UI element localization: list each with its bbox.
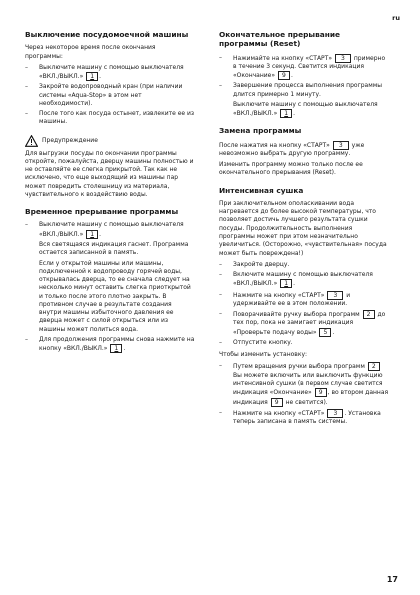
left-column xyxy=(25,30,195,357)
interrupt-title: Временное прерывание программы xyxy=(25,207,179,217)
list-item: – Закройте дверцу. xyxy=(219,261,389,269)
shutdown-section xyxy=(25,30,195,127)
key-badge: 3 xyxy=(333,141,349,150)
language-label: ru xyxy=(392,14,400,22)
list-item: – Включите машину с помощью выключателя «ВКЛ./ВЫКЛ.» 1 . xyxy=(219,271,389,289)
intensive-title: Интенсивная сушка xyxy=(219,185,304,195)
list-item: – Для продолжения программы снова нажмите на кнопку «ВКЛ./ВЫКЛ.» 1 . xyxy=(25,336,195,354)
intensive-list-2 xyxy=(219,362,389,426)
key-badge: 1 xyxy=(280,279,292,288)
interrupt-list xyxy=(25,221,195,353)
paragraph: Если у открытой машины или машины, подключенной к водопроводу горячей воды, открывалась дверца, то ее сначала следует на несколько минут оставить слегка приоткрытой и только после этого плотно закрыть. В противном случае в результате создания внутри машины избыточного давления ее дверца может с силой открыться или из машины может политься вода. xyxy=(39,259,191,333)
key-badge: 5 xyxy=(319,328,331,337)
key-badge: 1 xyxy=(86,72,98,81)
page-number: 17 xyxy=(386,574,398,584)
intensive-list-1 xyxy=(219,261,389,347)
key-badge: 2 xyxy=(363,310,375,319)
change-title: Замена программы xyxy=(219,126,302,136)
warning-title: Предупреждение xyxy=(42,136,98,144)
key-badge: 3 xyxy=(335,54,351,63)
list-item: – Путем вращения ручки выбора программ 2 Вы можете включить или выключить функцию интенсивной сушки (в первом случае светится индикация «Окончание» 9 , во втором данная индикация 9 не светится). xyxy=(219,362,389,406)
key-badge: 1 xyxy=(86,230,98,239)
list-item: – Поворачивайте ручку выбора программ 2 до тех пор, пока не замигает индикация «Проверьте подачу воды» 5 . xyxy=(219,310,389,337)
change-section xyxy=(219,126,389,177)
list-item: – Завершение процесса выполнения программы длится примерно 1 минуту. xyxy=(219,82,389,99)
interrupt-section xyxy=(25,207,195,353)
key-badge: 9 xyxy=(315,388,327,397)
list-item: – Выключите машину с помощью выключателя «ВКЛ./ВЫКЛ.» 1 . Вся светящаяся индикация гаснет. Программа остается записанной в память. Если у открытой машины или машины, подключенной к водопроводу горячей воды, открывалась дверца, то ее сначала следует на несколько минут оставить слегка приоткрытой и только после этого плотно закрыть. В противном случае в результате создания внутри машины избыточного давления ее дверца может с силой открыться или из машины может политься вода. xyxy=(25,221,195,333)
key-badge: 9 xyxy=(271,398,283,407)
key-badge: 2 xyxy=(368,362,380,371)
key-badge: 9 xyxy=(278,71,290,80)
warning-text: Для выгрузки посуды по окончании программы откройте, пожалуйста, дверцу машины полностью и не оставляйте ее слегка прикрытой. Так как не исключено, что еще выходящий из машины пар может повредить столешницу из материала, чувствительного к воздействию воды. xyxy=(25,149,194,198)
list-item: – Закройте водопроводный кран (при наличии системы «Aqua-Stop» в этом нет необходимости). xyxy=(25,83,195,108)
paragraph: После нажатия на кнопку «СТАРТ» 3 уже невозможно выбрать другую программу. xyxy=(219,141,365,157)
key-badge: 3 xyxy=(327,291,343,300)
paragraph: При заключительном ополаскивании вода нагревается до более высокой температуры, что позволяет достичь лучшего результата сушки посуды. Продолжительность выполнения программы может при этом незначительно увеличиться. (Осторожно, «чувствительная» посуда может быть повреждена!) xyxy=(219,199,387,257)
list-item: – Нажимайте на кнопку «СТАРТ» 3 примерно в течение 3 секунд. Светится индикация «Окончание» 9 . xyxy=(219,54,389,81)
list-item: – Нажмите на кнопку «СТАРТ» 3 и удерживайте ее в этом положении. xyxy=(219,291,389,309)
key-badge: 3 xyxy=(327,409,343,418)
reset-list xyxy=(219,54,389,119)
shutdown-list xyxy=(25,64,195,127)
list-item: – Отпустите кнопку. xyxy=(219,339,389,347)
list-item: Выключите машину с помощью выключателя «ВКЛ./ВЫКЛ.» 1 . xyxy=(233,100,378,118)
key-badge: 1 xyxy=(110,344,122,353)
warning-section xyxy=(25,135,195,200)
paragraph: Чтобы изменить установку: xyxy=(219,351,308,359)
reset-title: Окончательное прерывание программы (Reset) xyxy=(219,30,341,49)
paragraph: Изменить программу можно только после ее окончательного прерывания (Reset). xyxy=(219,161,363,177)
list-item: – Выключите машину с помощью выключателя «ВКЛ./ВЫКЛ.» 1 . xyxy=(25,64,195,82)
paragraph: Вся светящаяся индикация гаснет. Программа остается записанной в память. xyxy=(39,241,189,257)
right-column xyxy=(219,30,389,430)
list-item: – Нажмите на кнопку «СТАРТ» 3 . Установка теперь записана в память системы. xyxy=(219,409,389,427)
warning-triangle-icon xyxy=(25,135,38,147)
shutdown-intro: Через некоторое время после окончания программы: xyxy=(25,44,156,60)
shutdown-title: Выключение посудомоечной машины xyxy=(25,30,189,39)
key-badge: 1 xyxy=(280,109,292,118)
reset-section xyxy=(219,30,389,118)
list-item: – После того как посуда остынет, извлеките ее из машины. xyxy=(25,110,195,127)
intensive-section xyxy=(219,186,389,427)
